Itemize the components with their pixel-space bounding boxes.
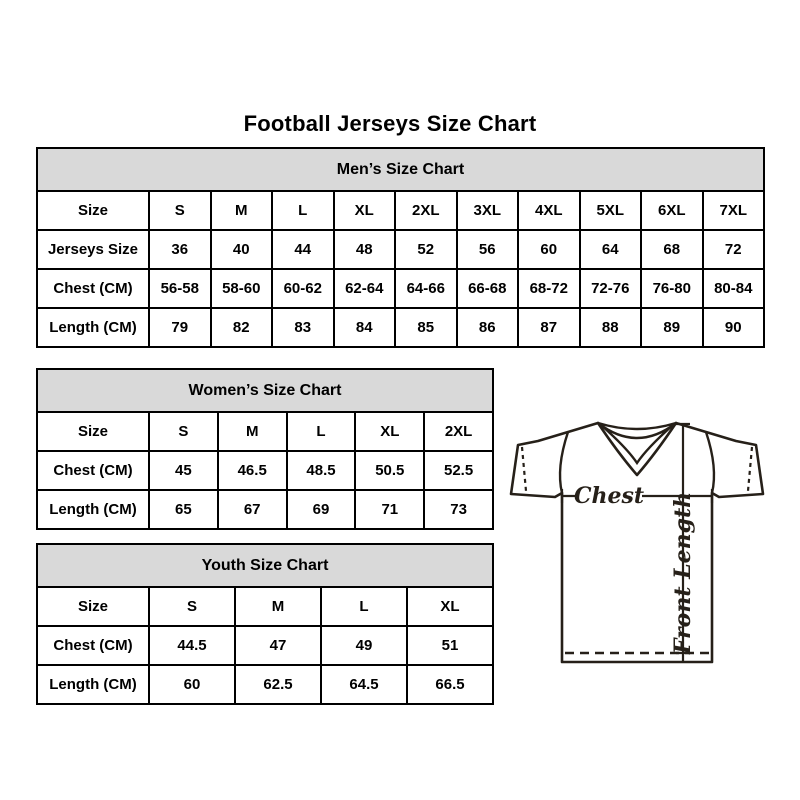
womens-row-label: Chest (CM) [37,451,149,490]
chest-label: Chest [573,483,645,509]
mens-value-cell: 72 [703,230,765,269]
womens-value-cell: 69 [287,490,356,529]
mens-table-title-row [37,148,764,191]
mens-value-cell: 64 [580,230,642,269]
mens-value-cell: 76-80 [641,269,703,308]
mens-value-cell: 80-84 [703,269,765,308]
youth-table-title: Youth Size Chart [37,544,493,587]
youth-table-row [37,665,493,704]
mens-value-cell: 58-60 [211,269,273,308]
womens-table-title-row [37,369,493,412]
mens-value-cell: 68-72 [518,269,580,308]
mens-row-label: Size [37,191,149,230]
youth-value-cell: L [321,587,407,626]
womens-value-cell: 71 [355,490,424,529]
womens-value-cell: 73 [424,490,493,529]
mens-value-cell: 66-68 [457,269,519,308]
mens-value-cell: 40 [211,230,273,269]
mens-value-cell: 4XL [518,191,580,230]
womens-row-label: Size [37,412,149,451]
mens-table-row [37,308,764,347]
mens-value-cell: 60-62 [272,269,334,308]
mens-value-cell: 36 [149,230,211,269]
youth-value-cell: 44.5 [149,626,235,665]
womens-value-cell: 65 [149,490,218,529]
mens-value-cell: 52 [395,230,457,269]
mens-value-cell: 48 [334,230,396,269]
womens-table-row [37,451,493,490]
youth-value-cell: XL [407,587,493,626]
youth-size-table [36,543,494,705]
mens-row-label: Chest (CM) [37,269,149,308]
womens-table-row [37,490,493,529]
womens-value-cell: 67 [218,490,287,529]
womens-value-cell: 46.5 [218,451,287,490]
womens-value-cell: L [287,412,356,451]
youth-table-title-row [37,544,493,587]
youth-table-row [37,626,493,665]
mens-size-table [36,147,765,348]
mens-value-cell: XL [334,191,396,230]
womens-table-row [37,412,493,451]
youth-row-label: Chest (CM) [37,626,149,665]
youth-value-cell: 62.5 [235,665,321,704]
mens-value-cell: 44 [272,230,334,269]
page-title: Football Jerseys Size Chart [243,110,537,136]
mens-value-cell: M [211,191,273,230]
youth-value-cell: M [235,587,321,626]
mens-value-cell: 68 [641,230,703,269]
mens-row-label: Jerseys Size [37,230,149,269]
mens-value-cell: 64-66 [395,269,457,308]
mens-value-cell: 60 [518,230,580,269]
mens-value-cell: 5XL [580,191,642,230]
front-length-label: Front Length [670,491,696,655]
youth-value-cell: 64.5 [321,665,407,704]
mens-value-cell: 7XL [703,191,765,230]
mens-value-cell: 79 [149,308,211,347]
womens-value-cell: S [149,412,218,451]
mens-value-cell: 56-58 [149,269,211,308]
youth-table-row [37,587,493,626]
youth-value-cell: 49 [321,626,407,665]
mens-value-cell: 3XL [457,191,519,230]
womens-value-cell: M [218,412,287,451]
mens-value-cell: 86 [457,308,519,347]
mens-value-cell: 89 [641,308,703,347]
mens-value-cell: 85 [395,308,457,347]
mens-value-cell: L [272,191,334,230]
jersey-outline-icon [511,423,763,662]
mens-value-cell: 72-76 [580,269,642,308]
youth-value-cell: S [149,587,235,626]
mens-value-cell: 2XL [395,191,457,230]
mens-value-cell: 82 [211,308,273,347]
mens-value-cell: 62-64 [334,269,396,308]
mens-value-cell: 84 [334,308,396,347]
mens-value-cell: 56 [457,230,519,269]
womens-value-cell: 2XL [424,412,493,451]
youth-row-label: Size [37,587,149,626]
womens-value-cell: 50.5 [355,451,424,490]
mens-table-title: Men’s Size Chart [37,148,764,191]
mens-value-cell: 90 [703,308,765,347]
womens-size-table [36,368,494,530]
womens-row-label: Length (CM) [37,490,149,529]
womens-value-cell: 52.5 [424,451,493,490]
mens-value-cell: 88 [580,308,642,347]
mens-table-row [37,269,764,308]
youth-row-label: Length (CM) [37,665,149,704]
womens-value-cell: XL [355,412,424,451]
youth-value-cell: 66.5 [407,665,493,704]
jersey-measurement-diagram [506,413,768,665]
mens-table-row [37,230,764,269]
youth-value-cell: 60 [149,665,235,704]
mens-value-cell: 83 [272,308,334,347]
youth-value-cell: 47 [235,626,321,665]
womens-value-cell: 48.5 [287,451,356,490]
mens-table-row [37,191,764,230]
womens-value-cell: 45 [149,451,218,490]
youth-value-cell: 51 [407,626,493,665]
mens-value-cell: 6XL [641,191,703,230]
womens-table-title: Women’s Size Chart [37,369,493,412]
mens-value-cell: 87 [518,308,580,347]
mens-row-label: Length (CM) [37,308,149,347]
mens-value-cell: S [149,191,211,230]
